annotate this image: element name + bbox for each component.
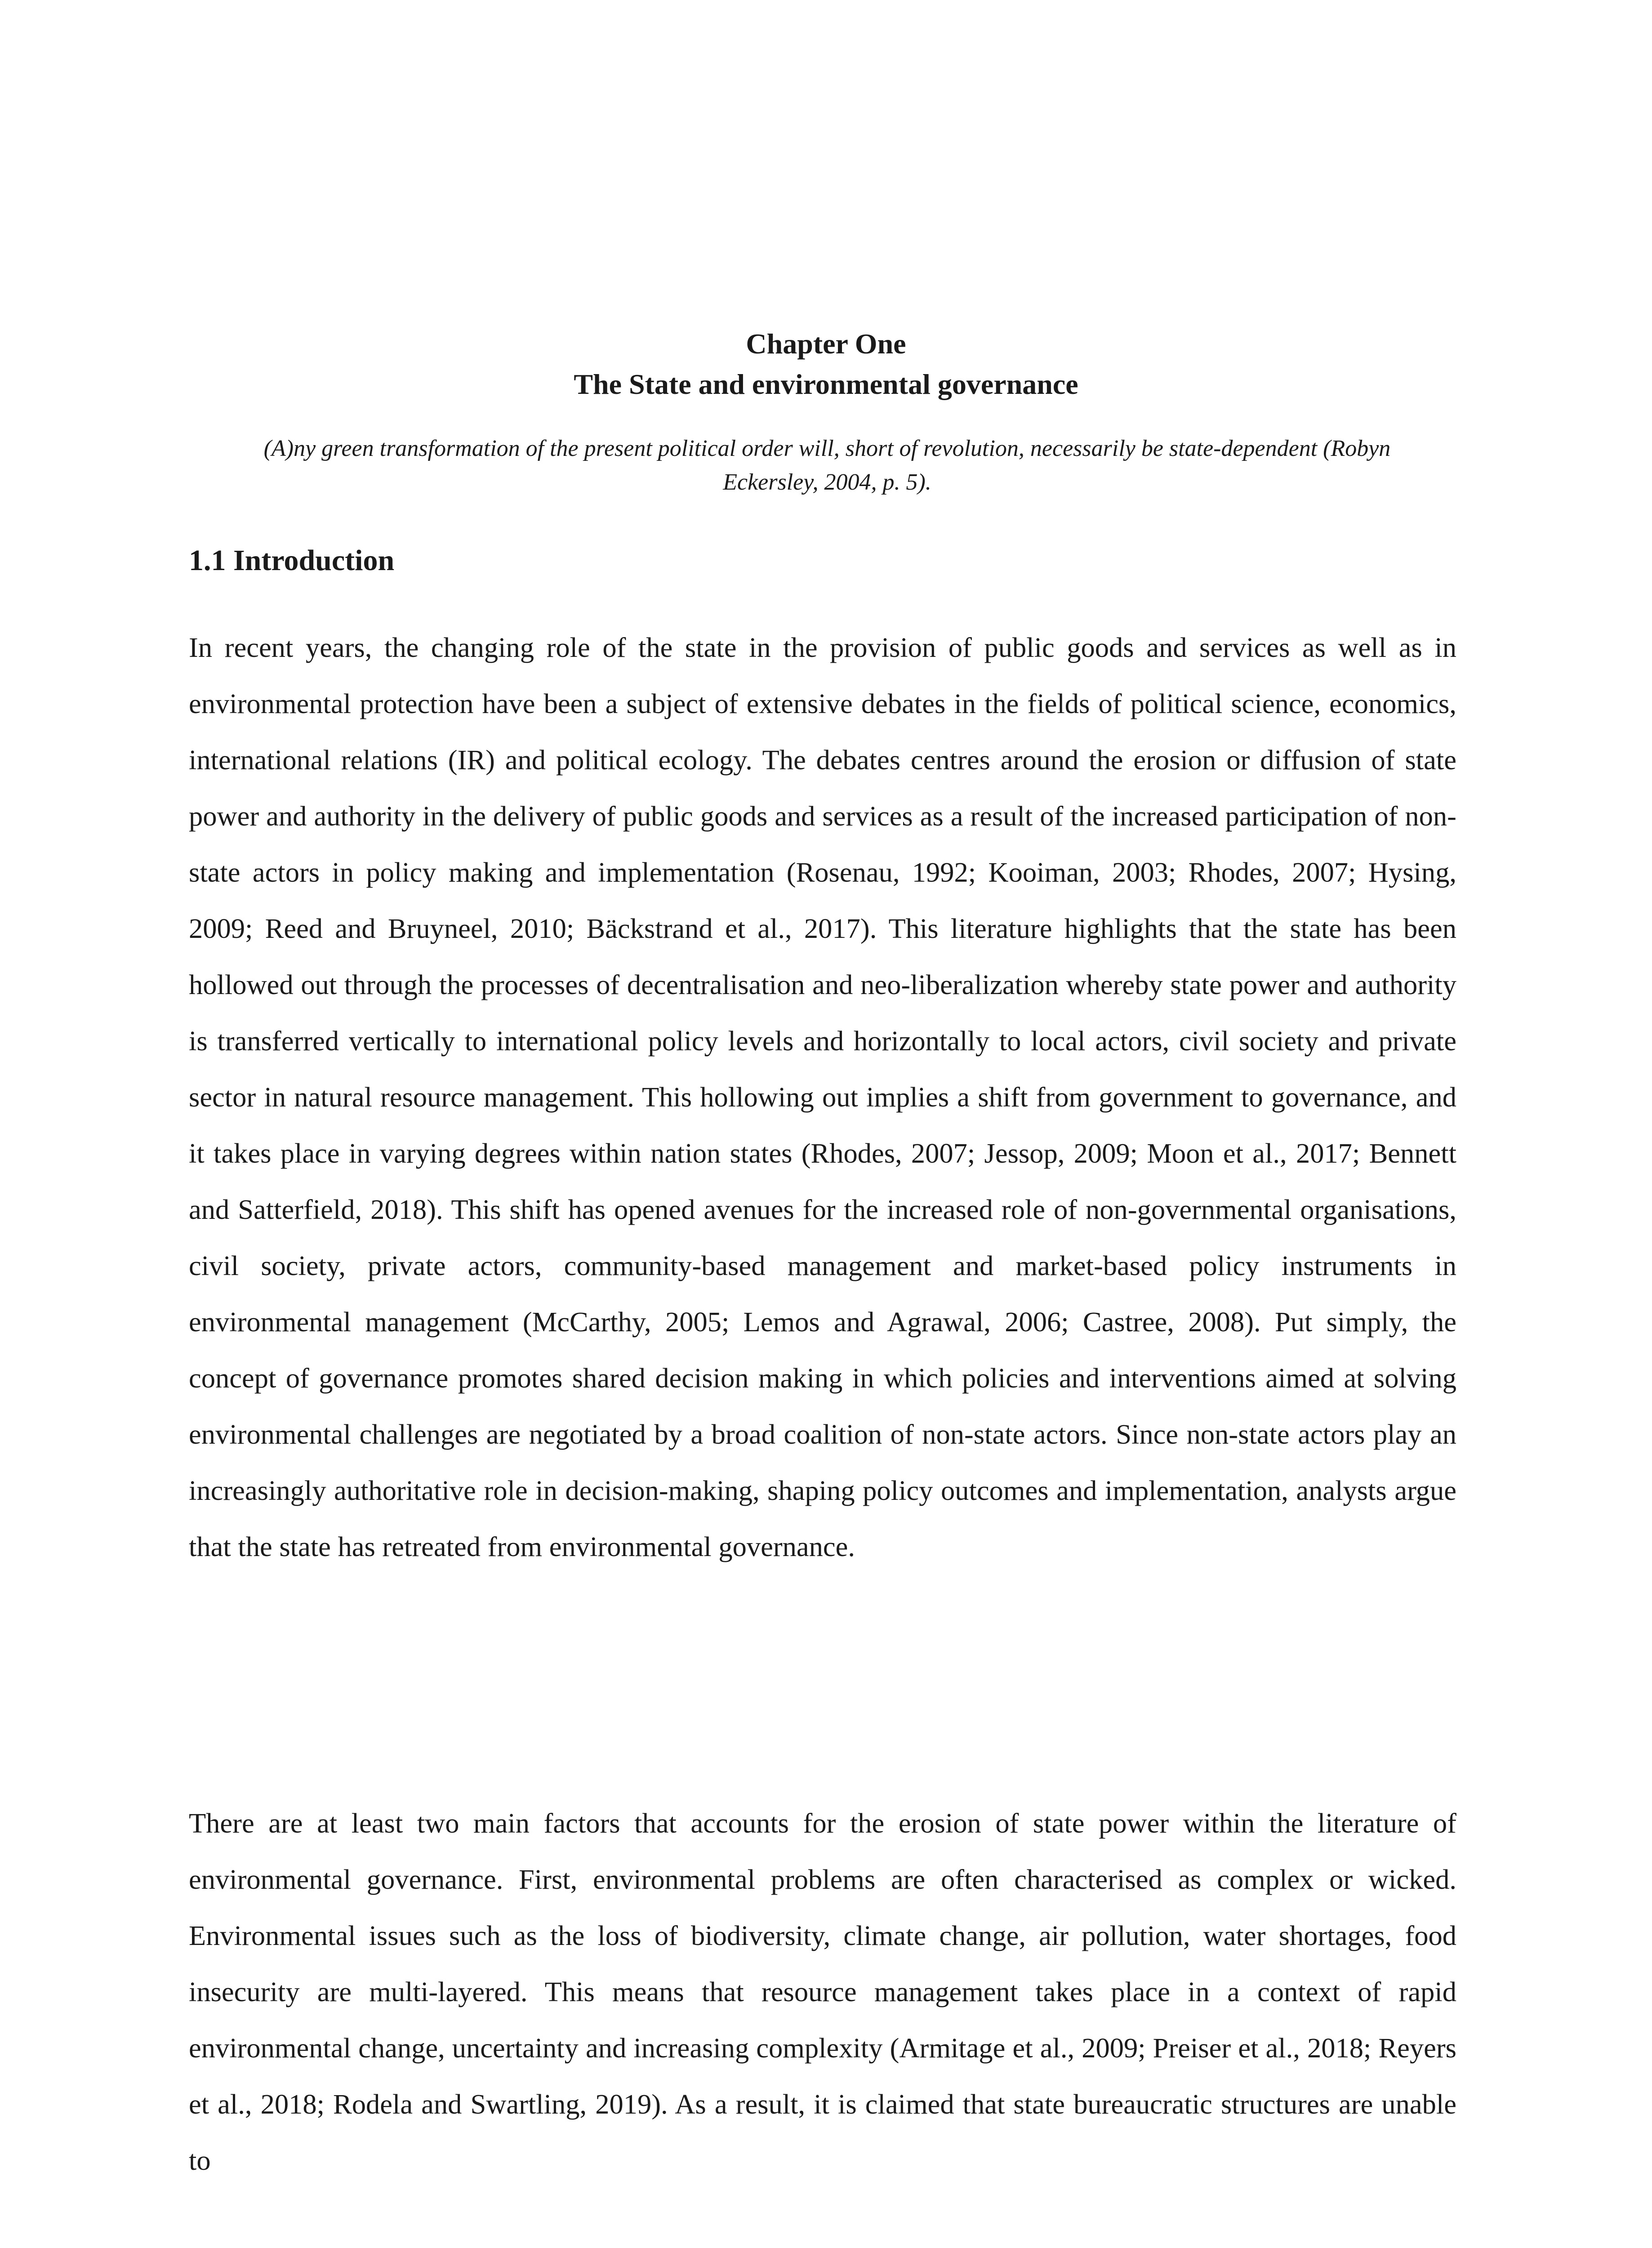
chapter-title: The State and environmental governance — [574, 368, 1078, 400]
body-paragraph-2: There are at least two main factors that accounts for the erosion of state power within the literature of environmental governance. First, environmental problems are often characterised as complex or wicked. Environmental issues such as the loss of biodiversity, climate change, air pollution, water shortages, food insecurity are multi-layered. This means that resource management takes place in a context of rapid environmental change, uncertainty and increasing complexity (Armitage et al., 2009; Preiser et al., 2018; Reyers et al., 2018; Rodela and Swartling, 2019). As a result, it is claimed that state bureaucratic structures are unable to — [189, 1807, 1456, 2176]
epigraph-quote: (A)ny green transformation of the present political order will, short of revolution, necessarily be state-dependent (Robyn Eckersley, 2004, p. 5). — [263, 436, 1391, 495]
chapter-heading — [0, 324, 1652, 405]
section-heading: 1.1 Introduction — [189, 544, 395, 577]
body-paragraph-1: In recent years, the changing role of the state in the provision of public goods and services as well as in environmental protection have been a subject of extensive debates in the fields of political science, economics, international relations (IR) and political ecology. The debates centres around the erosion or diffusion of state power and authority in the delivery of public goods and services as a result of the increased participation of non-state actors in policy making and implementation (Rosenau, 1992; Kooiman, 2003; Rhodes, 2007; Hysing, 2009; Reed and Bruyneel, 2010; Bäckstrand et al., 2017). This literature highlights that the state has been hollowed out through the processes of decentralisation and neo-liberalization whereby state power and authority is transferred vertically to international policy levels and horizontally to local actors, civil society and private sector in natural resource management. This hollowing out implies a shift from government to governance, and it takes place in varying degrees within nation states (Rhodes, 2007; Jessop, 2009; Moon et al., 2017; Bennett and Satterfield, 2018). This shift has opened avenues for the increased role of non-governmental organisations, civil society, private actors, community-based management and market-based policy instruments in environmental management (McCarthy, 2005; Lemos and Agrawal, 2006; Castree, 2008). Put simply, the concept of governance promotes shared decision making in which policies and interventions aimed at solving environmental challenges are negotiated by a broad coalition of non-state actors. Since non-state actors play an increasingly authoritative role in decision-making, shaping policy outcomes and implementation, analysts argue that the state has retreated from environmental governance. — [189, 632, 1456, 1562]
chapter-label: Chapter One — [746, 328, 906, 360]
